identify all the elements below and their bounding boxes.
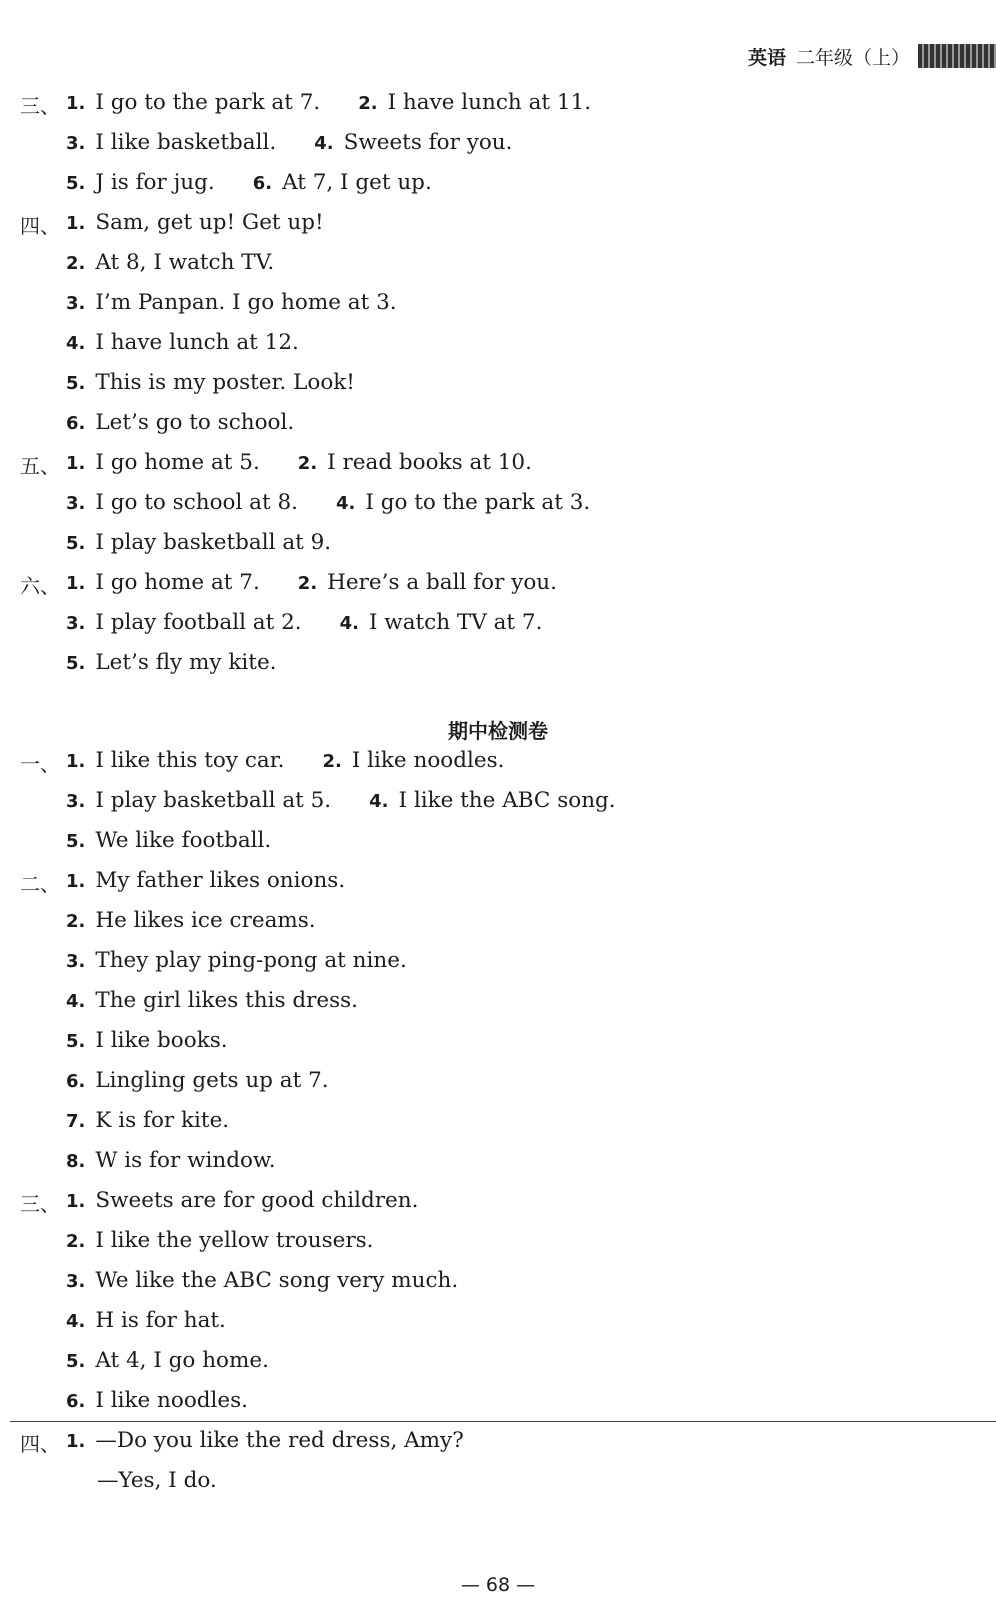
answer-line xyxy=(66,1146,276,1176)
item-text: I watch TV at 7. xyxy=(368,610,543,635)
answer-line xyxy=(66,826,271,856)
header-subject: 英语 xyxy=(747,46,786,69)
item-number: 2. xyxy=(358,93,378,114)
item-text: I have lunch at 11. xyxy=(387,90,592,115)
answer-line xyxy=(66,288,397,318)
item-text: This is my poster. Look! xyxy=(95,370,355,395)
item-text: I like the yellow trousers. xyxy=(95,1228,374,1253)
answer-line xyxy=(66,1386,248,1416)
item-text: At 7, I get up. xyxy=(282,170,432,195)
item-number: 2. xyxy=(66,253,86,274)
section-label: 五、 xyxy=(20,454,60,478)
item-number: 2. xyxy=(322,751,342,772)
item-number: 2. xyxy=(66,1231,86,1252)
item-text: I like noodles. xyxy=(95,1388,249,1413)
item-text: At 4, I go home. xyxy=(95,1348,269,1373)
answer-line xyxy=(66,1066,329,1096)
item-number: 5. xyxy=(66,173,86,194)
item-text: I read books at 10. xyxy=(327,450,532,475)
item-number: 5. xyxy=(66,533,86,554)
item-number: 1. xyxy=(66,871,86,892)
item-text: I have lunch at 12. xyxy=(95,330,299,355)
item-text: We like the ABC song very much. xyxy=(95,1268,459,1293)
page-number: — 68 — xyxy=(460,1574,536,1596)
item-number: 4. xyxy=(66,991,86,1012)
item-number: 4. xyxy=(336,493,356,514)
answer-line xyxy=(66,328,299,358)
item-number: 2. xyxy=(297,453,318,474)
answer-line xyxy=(66,488,590,518)
item-number: 3. xyxy=(66,493,86,514)
item-number: 3. xyxy=(66,951,86,972)
item-text: Sweets for you. xyxy=(343,130,513,155)
answer-line xyxy=(66,568,557,598)
item-number: 5. xyxy=(66,1351,86,1372)
item-number: 6. xyxy=(66,413,86,434)
answer-line xyxy=(66,648,277,678)
section-label: 四、 xyxy=(20,214,60,238)
item-number: 4. xyxy=(66,333,86,354)
answer-line xyxy=(66,1346,269,1376)
item-text: I play football at 2. xyxy=(95,610,302,635)
header-decoration-icon xyxy=(918,44,996,68)
answer-line xyxy=(66,1106,229,1136)
answer-line xyxy=(66,248,274,278)
section-label: 三、 xyxy=(20,1192,60,1216)
item-text: Sam, get up! Get up! xyxy=(95,210,324,235)
answer-line xyxy=(66,1426,464,1456)
item-number: 4. xyxy=(66,1311,86,1332)
section-label: 六、 xyxy=(20,574,60,598)
section-label: 二、 xyxy=(20,872,60,896)
item-number: 1. xyxy=(66,573,86,594)
answer-line xyxy=(66,746,504,776)
item-number: 5. xyxy=(66,1031,86,1052)
item-number: 3. xyxy=(66,1271,86,1292)
item-text: He likes ice creams. xyxy=(95,908,316,933)
item-text: Sweets are for good children. xyxy=(95,1188,419,1213)
item-text: Let’s fly my kite. xyxy=(95,650,277,675)
item-number: 2. xyxy=(297,573,318,594)
item-number: 3. xyxy=(66,791,86,812)
answer-line xyxy=(66,866,345,896)
item-text: My father likes onions. xyxy=(95,868,346,893)
item-number: 1. xyxy=(66,751,86,772)
item-text: They play ping-pong at nine. xyxy=(95,948,407,973)
answer-line xyxy=(66,986,358,1016)
item-number: 4. xyxy=(339,613,359,634)
section-label: 四、 xyxy=(20,1432,60,1456)
item-text: I play basketball at 5. xyxy=(95,788,332,813)
divider-rule xyxy=(10,1421,996,1422)
answer-line xyxy=(66,408,294,438)
item-number: 1. xyxy=(66,1431,86,1452)
item-number: 1. xyxy=(66,1191,86,1212)
item-number: 4. xyxy=(369,791,389,812)
item-text: I go home at 7. xyxy=(95,570,260,595)
item-text: I go to the park at 3. xyxy=(365,490,591,515)
answer-line xyxy=(66,906,316,936)
item-text: K is for kite. xyxy=(95,1108,230,1133)
item-text: I like this toy car. xyxy=(95,748,285,773)
answer-line xyxy=(66,786,616,816)
item-text: I like noodles. xyxy=(351,748,505,773)
answer-line xyxy=(66,1186,418,1216)
answer-line xyxy=(66,608,542,638)
answer-line xyxy=(66,128,512,158)
answer-line xyxy=(66,88,591,118)
item-text: W is for window. xyxy=(95,1148,276,1173)
item-text: —Do you like the red dress, Amy? xyxy=(95,1428,464,1453)
answer-line xyxy=(66,1266,458,1296)
item-number: 6. xyxy=(66,1391,86,1412)
midterm-title: 期中检测卷 xyxy=(448,719,548,743)
section-label: 一、 xyxy=(20,752,60,776)
item-text: Let’s go to school. xyxy=(95,410,295,435)
item-number: 6. xyxy=(66,1071,86,1092)
item-number: 2. xyxy=(66,911,86,932)
item-number: 4. xyxy=(314,133,334,154)
item-text: The girl likes this dress. xyxy=(95,988,359,1013)
item-text: I play basketball at 9. xyxy=(95,530,332,555)
answer-line xyxy=(66,168,432,198)
item-number: 5. xyxy=(66,831,86,852)
item-text: H is for hat. xyxy=(95,1308,226,1333)
answer-line xyxy=(66,1306,226,1336)
item-text: At 8, I watch TV. xyxy=(95,250,275,275)
item-number: 6. xyxy=(252,173,273,194)
item-text: I like the ABC song. xyxy=(398,788,616,813)
answer-line xyxy=(66,448,532,478)
item-text: I’m Panpan. I go home at 3. xyxy=(95,290,397,315)
item-text: We like football. xyxy=(95,828,272,853)
item-text: I go to school at 8. xyxy=(95,490,298,515)
item-text: I like books. xyxy=(95,1028,228,1053)
item-number: 8. xyxy=(66,1151,86,1172)
item-number: 1. xyxy=(66,213,86,234)
item-text: I go home at 5. xyxy=(95,450,260,475)
item-number: 1. xyxy=(66,93,86,114)
answer-line xyxy=(66,1466,217,1496)
answer-line xyxy=(66,1026,228,1056)
item-text: —Yes, I do. xyxy=(97,1468,217,1493)
item-number: 3. xyxy=(66,293,86,314)
answer-line xyxy=(66,208,324,238)
answer-line xyxy=(66,528,331,558)
item-text: Here’s a ball for you. xyxy=(327,570,557,595)
item-text: I go to the park at 7. xyxy=(95,90,321,115)
page-header xyxy=(748,40,996,72)
item-number: 1. xyxy=(66,453,86,474)
item-number: 7. xyxy=(66,1111,86,1132)
answer-line xyxy=(66,1226,374,1256)
answer-line xyxy=(66,368,355,398)
item-text: J is for jug. xyxy=(95,170,215,195)
section-label: 三、 xyxy=(20,94,60,118)
item-text: I like basketball. xyxy=(95,130,277,155)
item-number: 5. xyxy=(66,653,86,674)
answer-line xyxy=(66,946,407,976)
item-number: 3. xyxy=(66,133,86,154)
header-grade: 二年级（上） xyxy=(795,46,910,69)
item-number: 5. xyxy=(66,373,86,394)
item-text: Lingling gets up at 7. xyxy=(95,1068,329,1093)
item-number: 3. xyxy=(66,613,86,634)
